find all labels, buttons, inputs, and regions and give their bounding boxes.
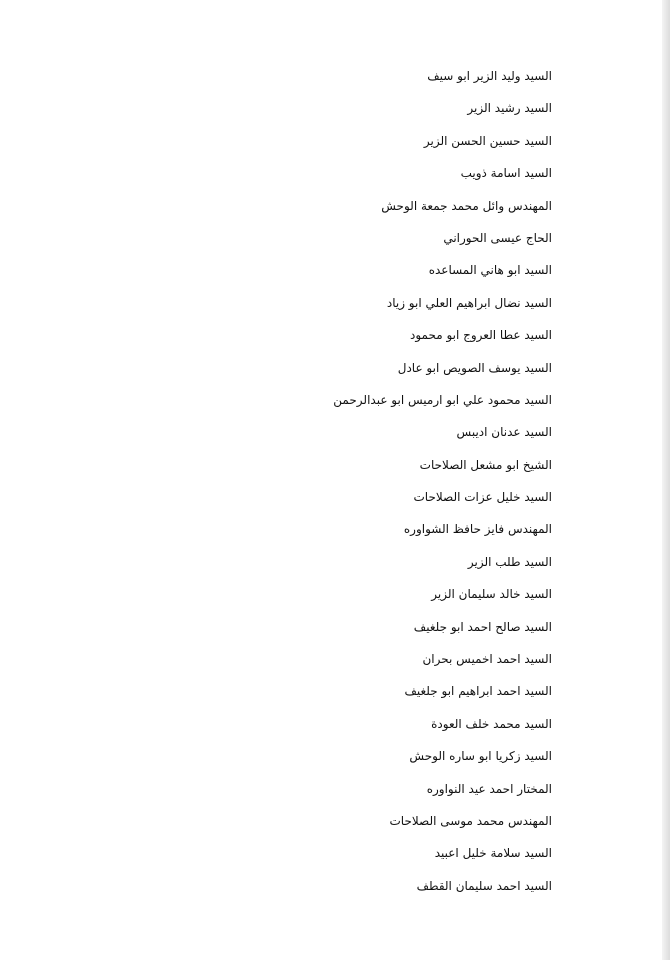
- page-edge: [662, 0, 670, 960]
- list-item: السيد وليد الزير ابو سيف: [427, 69, 552, 83]
- list-item: السيد زكريا ابو ساره الوحش: [409, 749, 552, 764]
- list-item: السيد احمد ابراهيم ابو جلغيف: [404, 684, 552, 699]
- list-item: السيد اسامة ذويب: [460, 166, 552, 181]
- list-item: السيد نضال ابراهيم العلي ابو زياد: [386, 295, 552, 310]
- list-item: الحاج عيسى الحوراني: [443, 230, 552, 245]
- list-item: السيد خالد سليمان الزير: [431, 587, 552, 602]
- list-item: المهندس وائل محمد جمعة الوحش: [381, 198, 552, 213]
- list-item: السيد طلب الزير: [467, 554, 552, 569]
- list-item: السيد خليل عزات الصلاحات: [413, 490, 552, 505]
- list-item: المهندس فايز حافظ الشواوره: [403, 522, 552, 537]
- list-item: السيد احمد سليمان القطف: [416, 878, 552, 893]
- list-item: السيد احمد اخميس بحران: [422, 652, 552, 667]
- list-item: المختار احمد عيد النواوره: [426, 781, 552, 796]
- list-item: السيد ابو هاني المساعده: [428, 263, 552, 278]
- list-item: السيد حسين الحسن الزير: [423, 133, 552, 148]
- names-list: [333, 66, 552, 908]
- list-item: السيد رشيد الزير: [467, 101, 552, 116]
- list-item: السيد يوسف الصويص ابو عادل: [397, 360, 552, 375]
- list-item: السيد محمد خلف العودة: [431, 716, 552, 731]
- list-item: المهندس محمد موسى الصلاحات: [389, 813, 552, 828]
- list-item: الشيخ ابو مشعل الصلاحات: [419, 457, 552, 472]
- list-item: السيد صالح احمد ابو جلغيف: [413, 619, 552, 634]
- list-item: السيد عدنان اديبس: [456, 425, 552, 440]
- list-item: السيد محمود علي ابو ارميس ابو عبدالرحمن: [333, 392, 552, 407]
- list-item: السيد سلامة خليل اعبيد: [434, 846, 552, 861]
- list-item: السيد عطا العروج ابو محمود: [409, 328, 552, 343]
